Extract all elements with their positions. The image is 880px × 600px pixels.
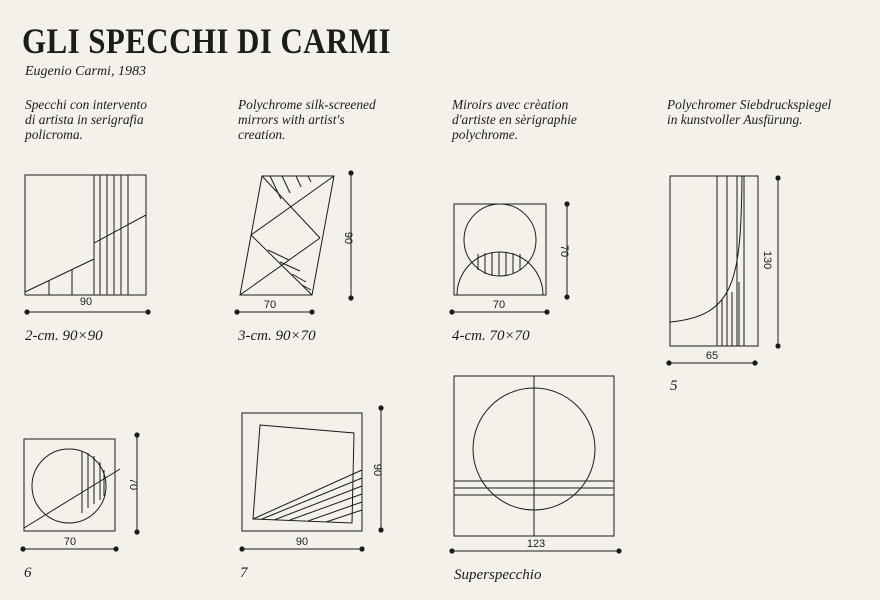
superspecchio-width-label: 123	[526, 538, 546, 550]
mirror-7-width-label: 90	[295, 536, 309, 548]
mirror-3-height-label: 90	[342, 231, 354, 245]
superspecchio-caption: Superspecchio	[454, 567, 542, 583]
mirror-3-caption: 3-cm. 90×70	[238, 328, 316, 344]
mirror-3-width-label: 70	[263, 299, 277, 311]
mirror-2-width-label: 90	[79, 296, 93, 308]
mirror-4-caption: 4-cm. 70×70	[452, 328, 530, 344]
mirror-7-height-label: 90	[371, 463, 383, 477]
mirror-5-width-label: 65	[705, 350, 719, 362]
superspecchio-drawing	[452, 376, 619, 551]
mirror-4-drawing	[452, 204, 567, 312]
description-french: Miroirs avec crèation d'artiste en sèrigraphie polychrome.	[452, 97, 577, 142]
mirror-5-drawing	[669, 176, 778, 363]
mirror-6-height-label: 70	[127, 477, 139, 491]
mirror-6-drawing	[23, 435, 137, 549]
page-title: GLI SPECCHI DI CARMI	[22, 21, 391, 61]
mirror-5-height-label: 130	[761, 250, 773, 270]
mirror-2-caption: 2-cm. 90×90	[25, 328, 103, 344]
mirror-7-caption: 7	[240, 565, 248, 581]
mirror-4-height-label: 70	[558, 244, 570, 258]
mirror-5-caption: 5	[670, 378, 678, 394]
mirror-2-drawing	[25, 175, 148, 312]
description-italian: Specchi con intervento di artista in serigrafia policroma.	[25, 97, 147, 142]
mirror-6-caption: 6	[24, 565, 32, 581]
description-german: Polychromer Siebdruckspiegel in kunstvoller Ausfürung.	[667, 97, 832, 127]
author-date: Eugenio Carmi, 1983	[25, 64, 146, 79]
mirror-6-width-label: 70	[63, 536, 77, 548]
mirror-7-drawing	[242, 408, 381, 549]
mirror-3-drawing	[237, 173, 351, 312]
description-english: Polychrome silk-screened mirrors with artist's creation.	[238, 97, 376, 142]
mirror-4-width-label: 70	[492, 299, 506, 311]
